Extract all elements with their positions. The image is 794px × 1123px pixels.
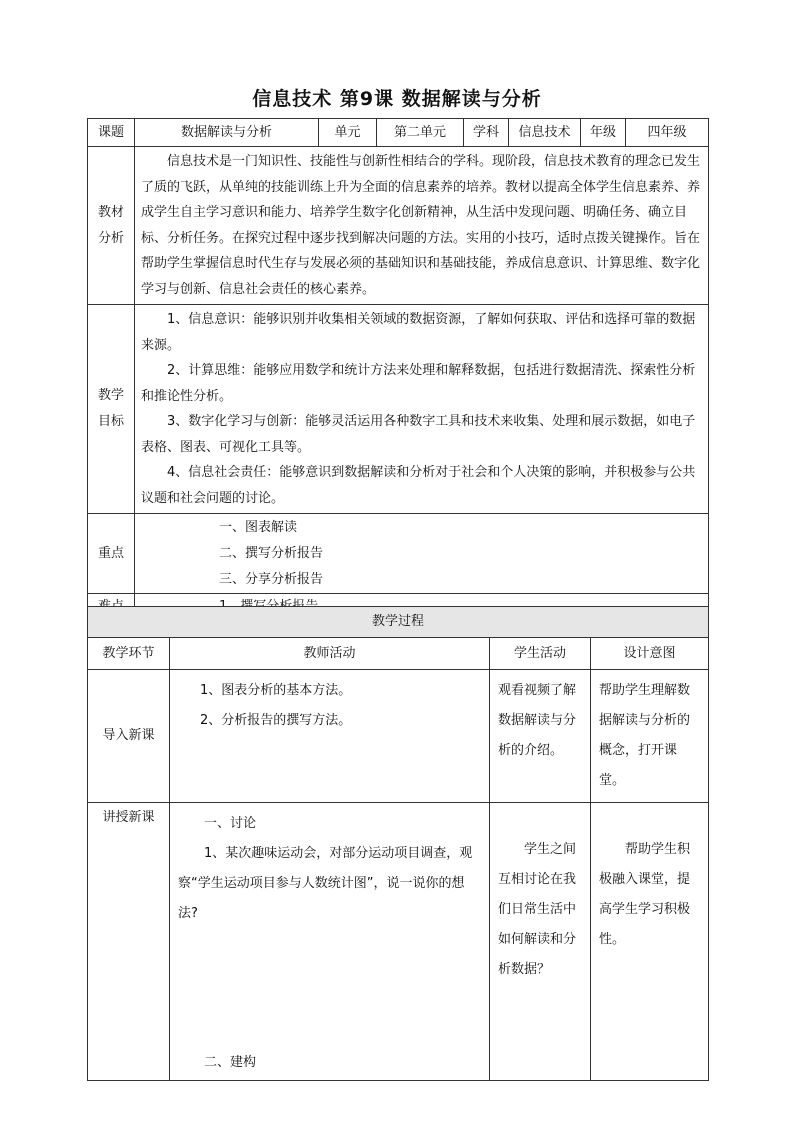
intro-teacher [170,670,490,803]
analysis-label: 教材分析 [88,147,135,305]
goal-item: 1、信息意识：能够识别并收集相关领域的数据资源，了解如何获取、评估和选择可靠的数据来源。 [141,312,696,353]
teacher-item: 1、图表分析的基本方法。 [200,683,352,698]
process-table [87,606,709,1081]
subject-label: 学科 [464,119,509,147]
topic-value: 数据解读与分析 [135,119,319,147]
col-intent: 设计意图 [591,638,709,670]
intro-stage: 导入新课 [88,670,170,803]
goal-item: 3、数字化学习与创新：能够灵活运用各种数字工具和技术来收集、处理和展示数据，如电子表格、图表、可视化工具等。 [141,414,696,455]
lesson-info-table [87,118,709,621]
col-student: 学生活动 [490,638,591,670]
goal-item: 2、计算思维：能够应用数学和统计方法来处理和解释数据，包括进行数据清洗、探索性分析和推论性分析。 [141,363,696,404]
teacher-item: 1、某次趣味运动会，对部分运动项目调查，观察“学生运动项目参与人数统计图”，说一说你的想法? [178,846,473,921]
teacher-heading: 一、讨论 [204,816,257,831]
keypoints-list [135,514,709,594]
grade-label: 年级 [581,119,626,147]
goals-list [135,305,709,514]
subject-value: 信息技术 [509,119,581,147]
unit-label: 单元 [319,119,377,147]
keypoints-label: 重点 [88,514,135,594]
topic-label: 课题 [88,119,135,147]
page-title: 信息技术 第9课 数据解读与分析 [252,88,542,110]
lecture-teacher [170,803,490,1081]
intro-intent: 帮助学生理解数据解读与分析的概念，打开课堂。 [591,670,709,803]
teacher-heading-2: 二、建构 [204,1055,257,1070]
keypoint-item: 三、分享分析报告 [219,571,324,587]
lecture-student: 学生之间互相讨论在我们日常生活中如何解读和分析数据？ [490,803,591,1081]
col-teacher: 教师活动 [170,638,490,670]
grade-value: 四年级 [626,119,709,147]
lecture-intent: 帮助学生积极融入课堂，提高学生学习积极性。 [591,803,709,1081]
teacher-item: 2、分析报告的撰写方法。 [200,713,352,728]
col-stage: 教学环节 [88,638,170,670]
goals-label: 教学目标 [88,305,135,514]
intro-student: 观看视频了解数据解读与分析的介绍。 [490,670,591,803]
analysis-text: 信息技术是一门知识性、技能性与创新性相结合的学科。现阶段，信息技术教育的理念已发生了质的飞跃，从单纯的技能训练上升为全面的信息素养的培养。教材以提高全体学生信息素养、养成学生自主学习意识和能力、培养学生数字化创新精神，从生活中发现问题、明确任务、确立目标、分析任务。在探究过程中逐步找到解决问题的方法。实用的小技巧，适时点拨关键操作。旨在帮助学生掌握信息时代生存与发展必须的基础知识和基础技能，养成信息意识、计算思维、数字化学习与创新、信息社会责任的核心素养。 [135,147,709,305]
keypoint-item: 一、图表解读 [219,519,298,535]
goal-item: 4、信息社会责任：能够意识到数据解读和分析对于社会和个人决策的影响，并积极参与公共议题和社会问题的讨论。 [141,465,696,506]
unit-value: 第二单元 [377,119,464,147]
process-title: 教学过程 [88,607,709,638]
lecture-stage: 讲授新课 [88,803,170,1081]
keypoint-item: 二、撰写分析报告 [219,545,324,561]
